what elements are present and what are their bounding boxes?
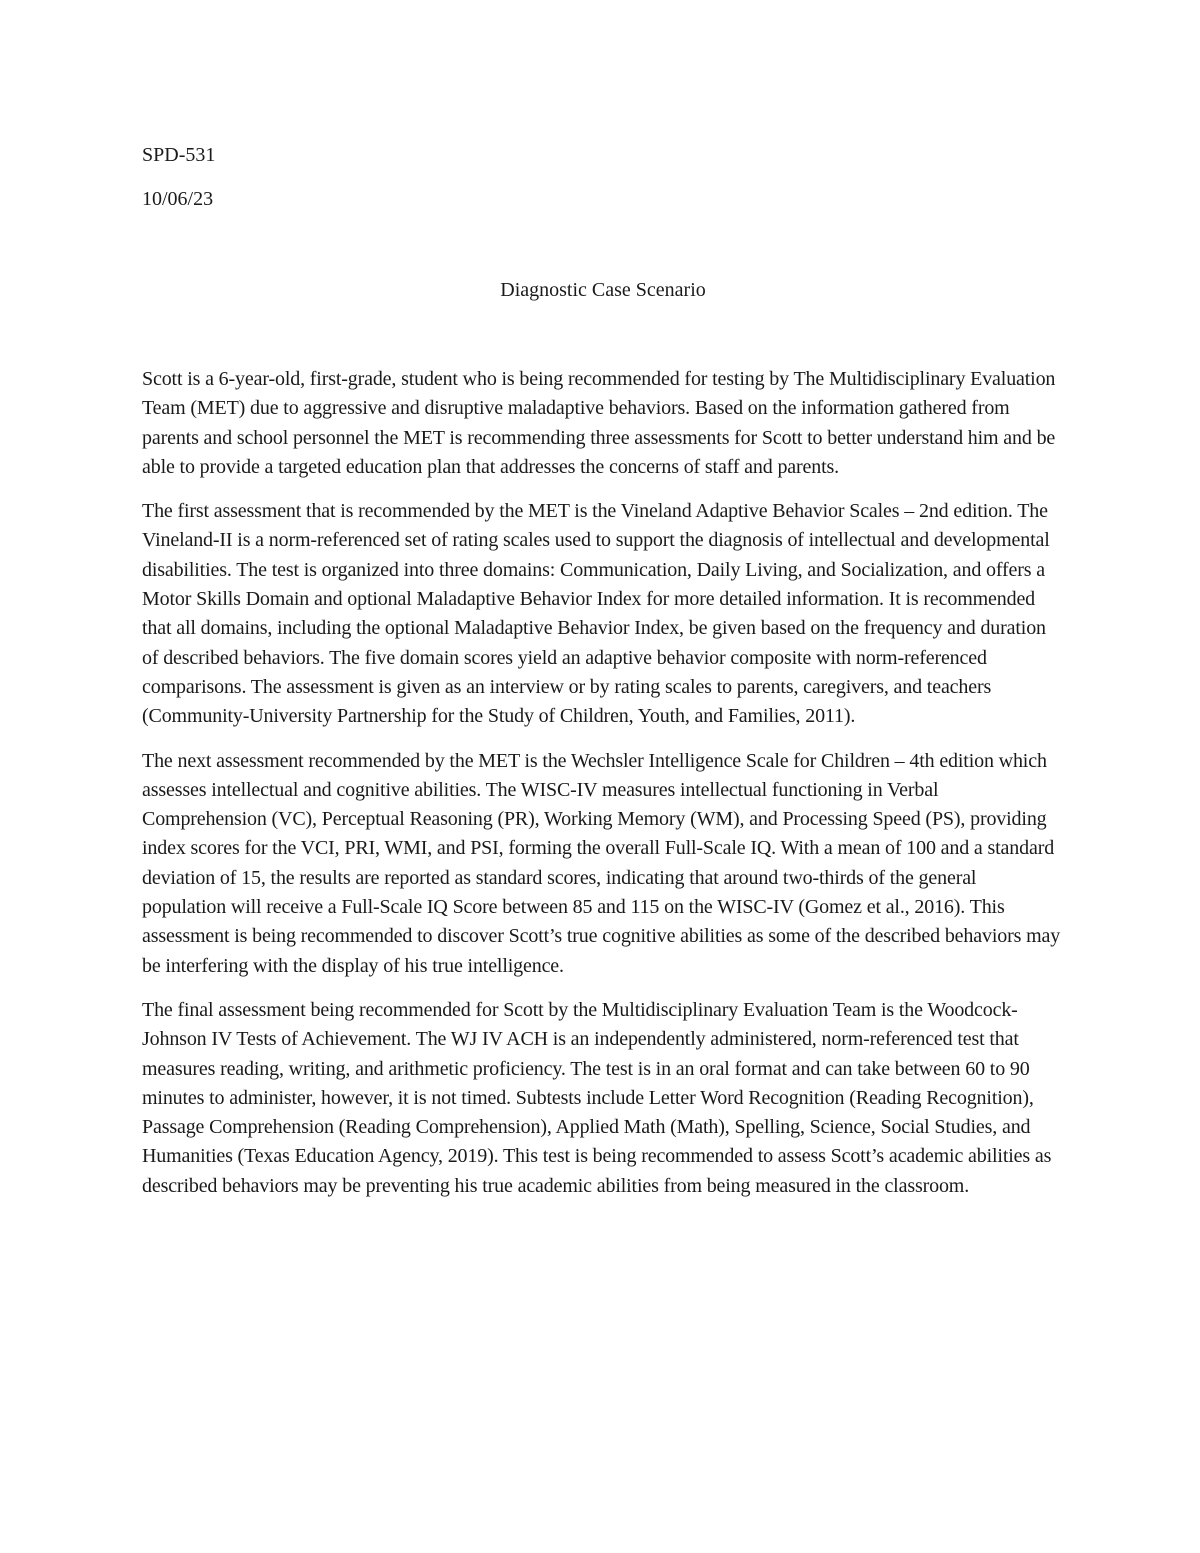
document-title: Diagnostic Case Scenario <box>500 279 706 301</box>
paragraph-wisc: The next assessment recommended by the MET is the Wechsler Intelligence Scale for Children – 4th edition which assesses intellectual and cognitive abilities. The WISC-IV measures intellectual functioning in Verbal Comprehension (VC), Perceptual Reasoning (PR), Working Memory (WM), and Processing Speed (PS), providing index scores for the VCI, PRI, WMI, and PSI, forming the overall Full-Scale IQ. With a mean of 100 and a standard deviation of 15, the results are reported as standard scores, indicating that around two-thirds of the general population will receive a Full-Scale IQ Score between 85 and 115 on the WISC-IV (Gomez et al., 2016). This assessment is being recommended to discover Scott’s true cognitive abilities as some of the described behaviors may be interfering with the display of his true intelligence. <box>142 749 1061 977</box>
document-date: 10/06/23 <box>142 188 214 210</box>
document-page <box>142 141 1064 1216</box>
course-code: SPD-531 <box>142 144 216 166</box>
paragraph-introduction: Scott is a 6-year-old, first-grade, student who is being recommended for testing by The Multidisciplinary Evaluation Team (MET) due to aggressive and disruptive maladaptive behaviors. Based on the information gathered from parents and school personnel the MET is recommending three assessments for Scott to better understand him and be able to provide a targeted education plan that addresses the concerns of staff and parents. <box>142 368 1056 478</box>
document-body <box>142 365 1064 1201</box>
paragraph-vineland: The first assessment that is recommended by the MET is the Vineland Adaptive Behavior Scales – 2nd edition. The Vineland-II is a norm-referenced set of rating scales used to support the diagnosis of intellectual and developmental disabilities. The test is organized into three domains: Communication, Daily Living, and Socialization, and offers a Motor Skills Domain and optional Maladaptive Behavior Index for more detailed information. It is recommended that all domains, including the optional Maladaptive Behavior Index, be given based on the frequency and duration of described behaviors. The five domain scores yield an adaptive behavior composite with norm-referenced comparisons. The assessment is given as an interview or by rating scales to parents, caregivers, and teachers (Community-University Partnership for the Study of Children, Youth, and Families, 2011). <box>142 500 1050 728</box>
paragraph-woodcock-johnson: The final assessment being recommended for Scott by the Multidisciplinary Evaluation Team is the Woodcock-Johnson IV Tests of Achievement. The WJ IV ACH is an independently administered, norm-referenced test that measures reading, writing, and arithmetic proficiency. The test is in an oral format and can take between 60 to 90 minutes to administer, however, it is not timed. Subtests include Letter Word Recognition (Reading Recognition), Passage Comprehension (Reading Comprehension), Applied Math (Math), Spelling, Science, Social Studies, and Humanities (Texas Education Agency, 2019). This test is being recommended to assess Scott’s academic abilities as described behaviors may be preventing his true academic abilities from being measured in the classroom. <box>142 998 1052 1197</box>
